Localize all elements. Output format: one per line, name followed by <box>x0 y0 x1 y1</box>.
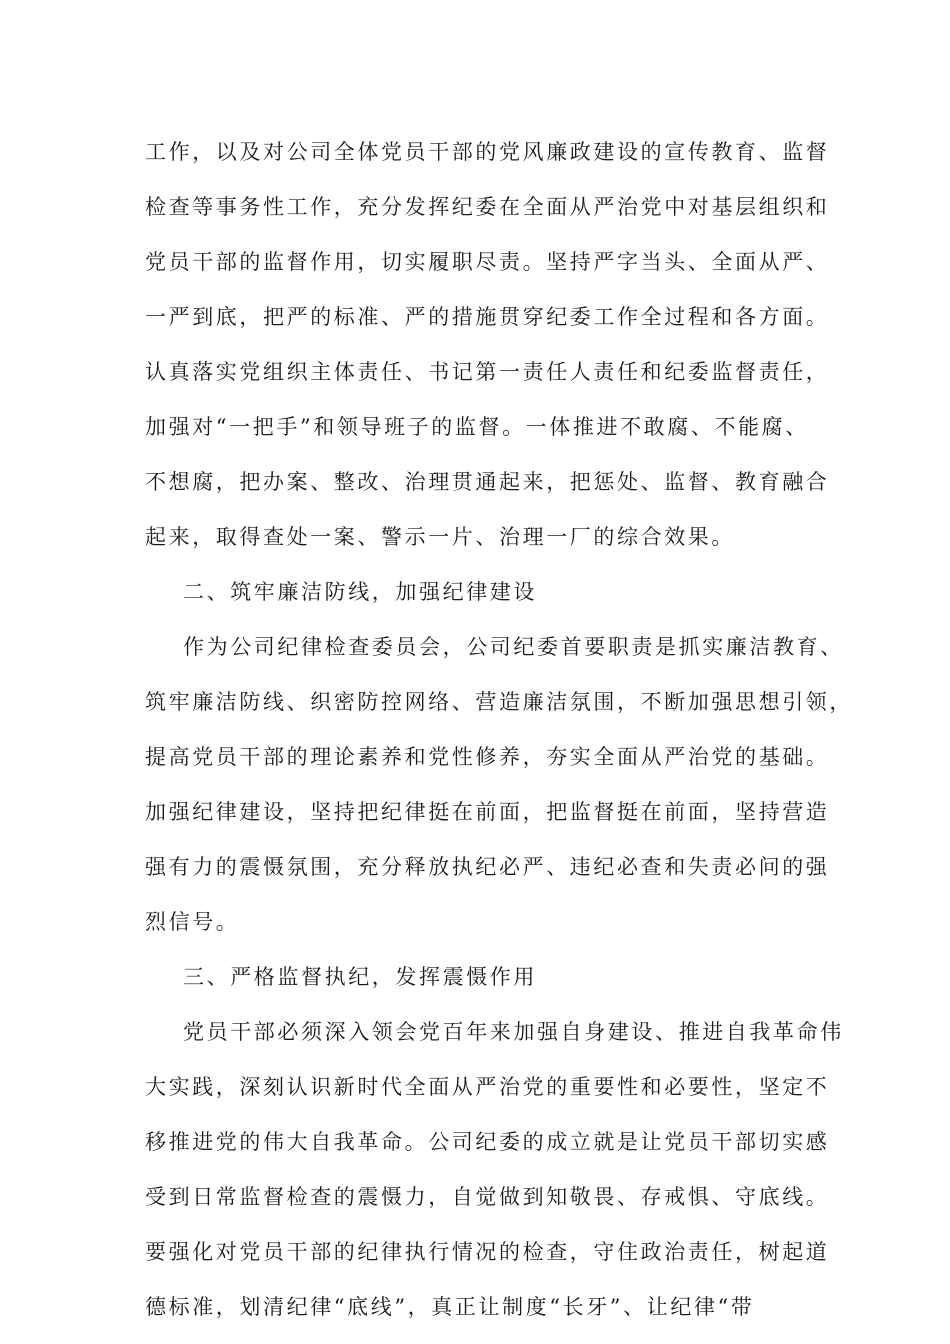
paragraph-line: 受到日常监督检查的震慑力，自觉做到知敬畏、存戒惧、守底线。 <box>145 1185 830 1209</box>
paragraph-line: 要强化对党员干部的纪律执行情况的检查，守住政治责任，树起道 <box>145 1240 830 1264</box>
paragraph-line: 加强纪律建设，坚持把纪律挺在前面，把监督挺在前面，坚持营造 <box>145 800 830 824</box>
paragraph-line: 不想腐，把办案、整改、治理贯通起来，把惩处、监督、教育融合 <box>145 470 830 494</box>
paragraph-line: 认真落实党组织主体责任、书记第一责任人责任和纪委监督责任， <box>145 360 830 384</box>
paragraph-line: 筑牢廉洁防线、织密防控网络、营造廉洁氛围，不断加强思想引领， <box>145 690 853 714</box>
paragraph-line: 大实践，深刻认识新时代全面从严治党的重要性和必要性，坚定不 <box>145 1075 830 1099</box>
paragraph-line: 强有力的震慑氛围，充分释放执纪必严、违纪必查和失责必问的强 <box>145 855 830 879</box>
paragraph-line: 党员干部必须深入领会党百年来加强自身建设、推进自我革命伟 <box>183 1020 844 1044</box>
paragraph-line: 党员干部的监督作用，切实履职尽责。坚持严字当头、全面从严、 <box>145 250 830 274</box>
section-heading-3: 三、严格监督执纪，发挥震慑作用 <box>183 965 537 989</box>
paragraph-line: 工作，以及对公司全体党员干部的党风廉政建设的宣传教育、监督 <box>145 140 830 164</box>
paragraph-line: 一严到底，把严的标准、严的措施贯穿纪委工作全过程和各方面。 <box>145 305 830 329</box>
paragraph-line: 检查等事务性工作，充分发挥纪委在全面从严治党中对基层组织和 <box>145 195 830 219</box>
paragraph-line: 烈信号。 <box>145 910 240 934</box>
paragraph-line: 移推进党的伟大自我革命。公司纪委的成立就是让党员干部切实感 <box>145 1130 830 1154</box>
document-body <box>145 132 853 1342</box>
section-heading-2: 二、筑牢廉洁防线，加强纪律建设 <box>183 580 537 604</box>
paragraph-line: 提高党员干部的理论素养和党性修养，夯实全面从严治党的基础。 <box>145 745 830 769</box>
paragraph-line: 加强对“一把手”和领导班子的监督。一体推进不敢腐、不能腐、 <box>145 415 809 439</box>
paragraph-line: 起来，取得查处一案、警示一片、治理一厂的综合效果。 <box>145 525 735 549</box>
paragraph-line: 德标准，划清纪律“底线”，真正让制度“长牙”、让纪律“带 <box>145 1295 755 1319</box>
paragraph-line: 作为公司纪律检查委员会，公司纪委首要职责是抓实廉洁教育、 <box>183 635 844 659</box>
